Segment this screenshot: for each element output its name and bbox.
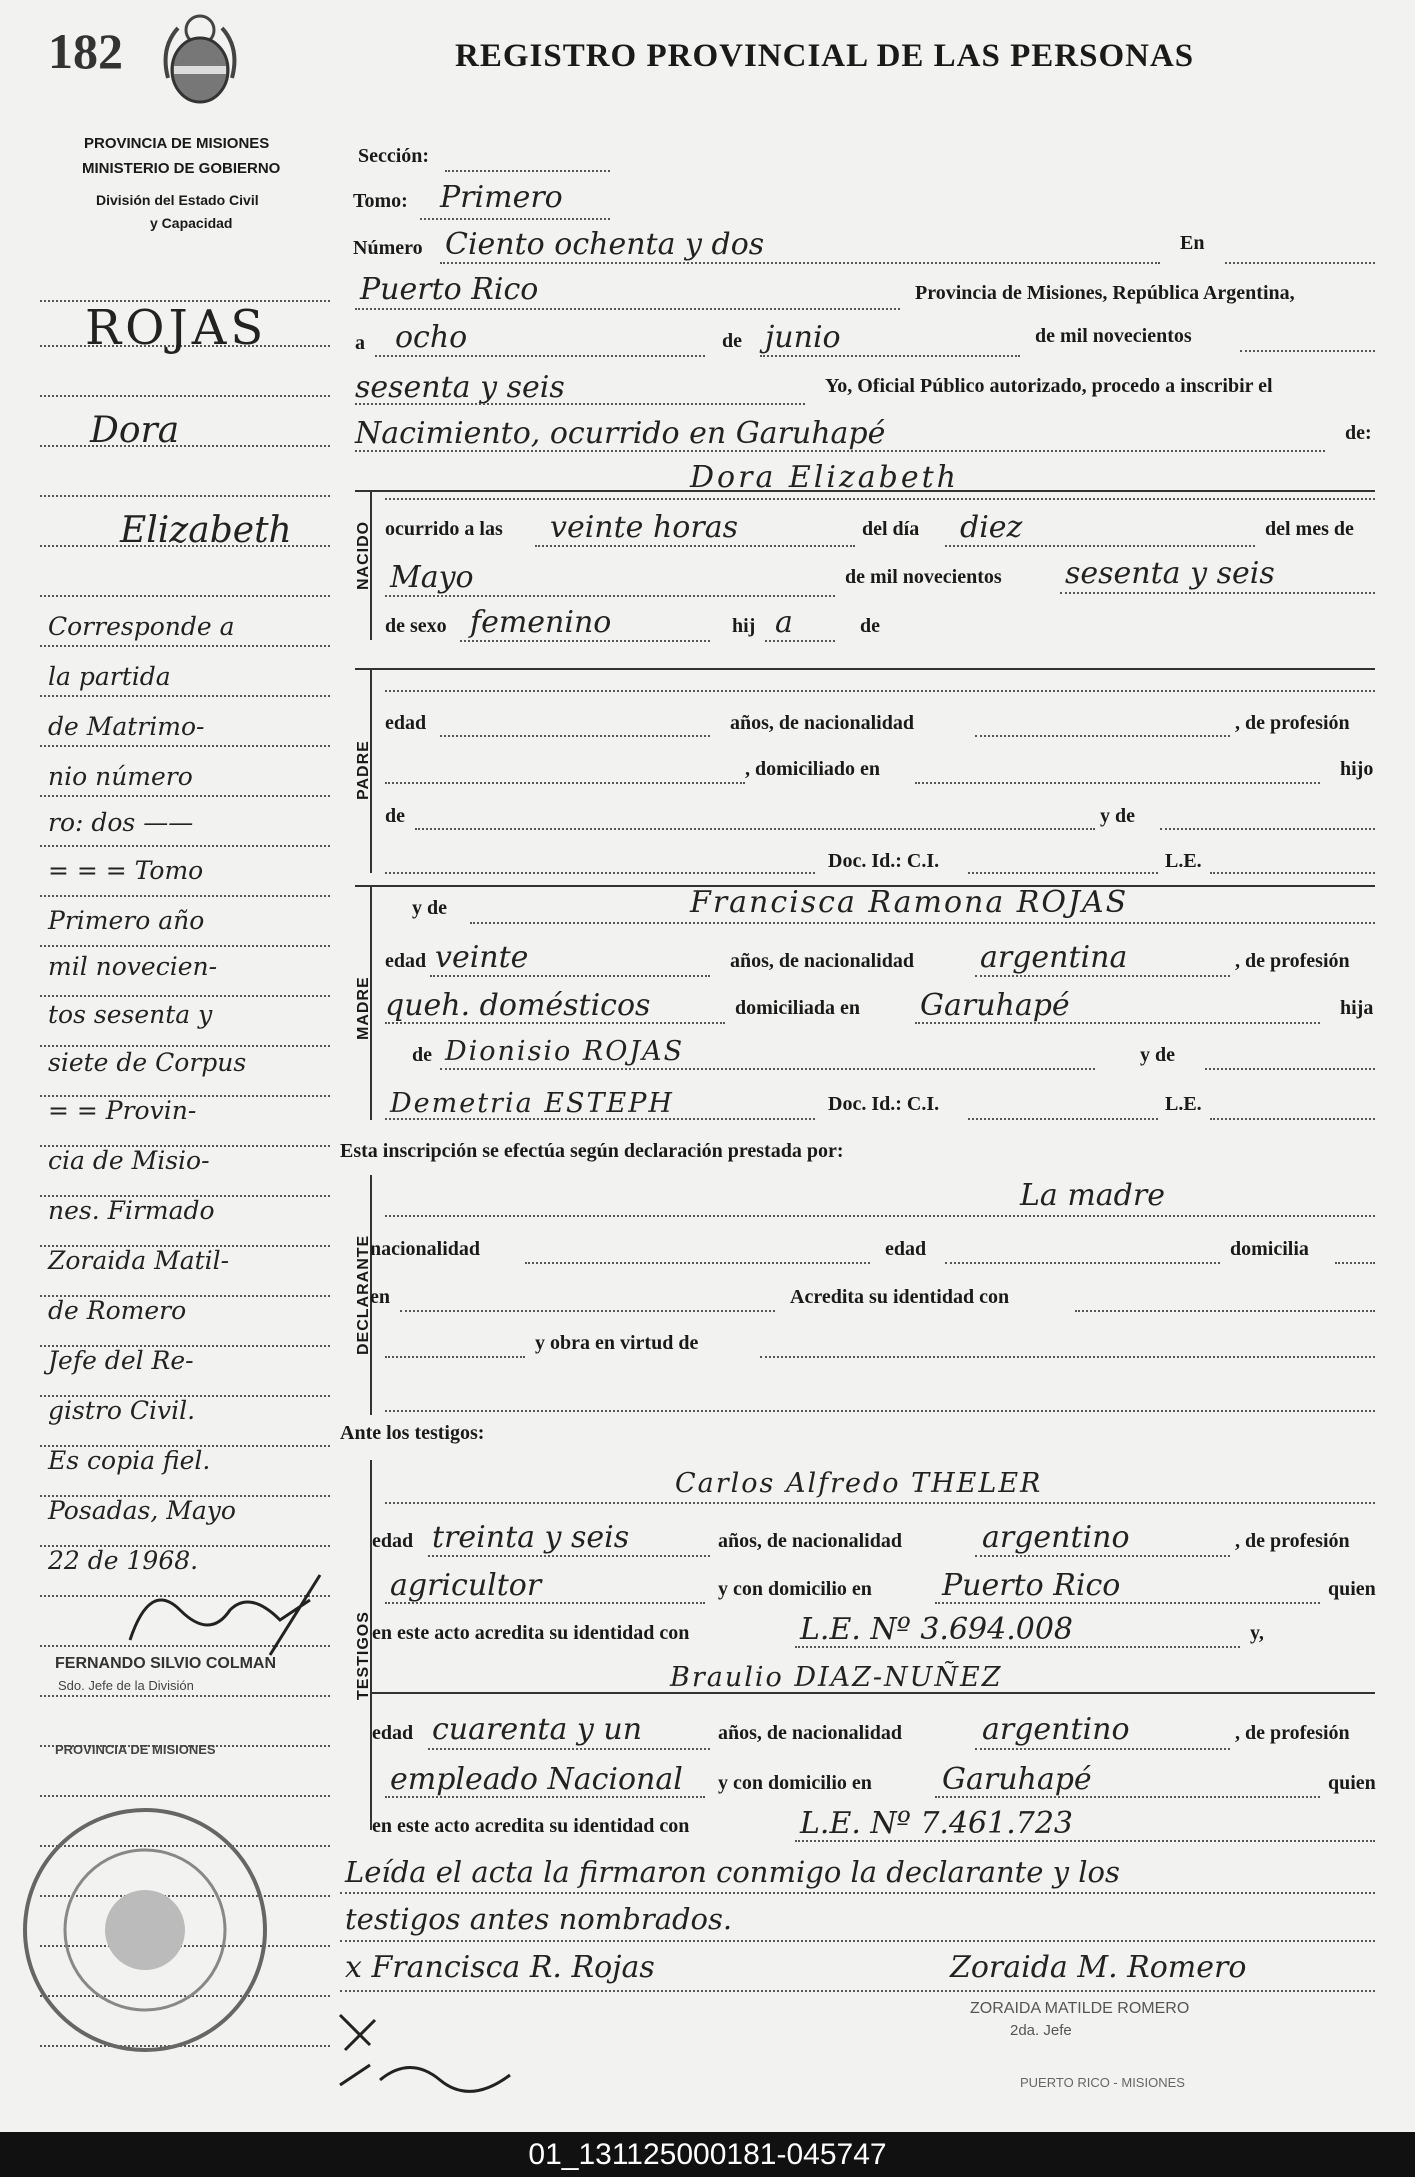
dia-label: del día [862, 518, 920, 540]
margin-name-2: Elizabeth [120, 510, 292, 551]
margin-note-line: nes. Firmado [48, 1196, 215, 1225]
testigo-1-y-label: y, [1250, 1622, 1264, 1644]
nacido-dia-value: diez [960, 510, 1023, 545]
margin-note-line: Es copia fiel. [48, 1446, 211, 1475]
testigo-1-quien-label: quien [1328, 1578, 1376, 1600]
coat-of-arms-icon [160, 8, 240, 113]
madre-hija-label: hija [1340, 997, 1374, 1019]
margin-note-line: ro: dos —— [48, 808, 194, 837]
testigo-2-edad-value: cuarenta y un [432, 1712, 643, 1747]
testigo-2-profesion-value: empleado Nacional [390, 1762, 683, 1797]
madre-domicilio-value: Garuhapé [920, 988, 1070, 1023]
madre-domiciliada-label: domiciliada en [735, 997, 861, 1019]
section-testigos-label: TESTIGOS [355, 1611, 372, 1700]
testigo-1-edad-label: edad [372, 1530, 414, 1552]
anio-label: de mil novecientos [1035, 325, 1192, 347]
madre-de-label: de [412, 1044, 432, 1066]
mes-value: junio [765, 320, 841, 355]
nacido-de-label: de [860, 615, 880, 637]
testigo-2-nombre-value: Braulio DIAZ-NUÑEZ [670, 1662, 1003, 1693]
margin-note-line: gistro Civil. [48, 1396, 196, 1425]
witness-signatures [330, 1995, 550, 2110]
testigo-1-profesion-value: agricultor [390, 1568, 542, 1603]
margin-stamp-name: FERNANDO SILVIO COLMAN [55, 1655, 277, 1672]
madre-nombre-value: Francisca Ramona ROJAS [690, 885, 1129, 920]
madre-padre-value: Dionisio ROJAS [445, 1036, 685, 1067]
mes-label: del mes de [1265, 518, 1354, 540]
testigo-1-nacionalidad-value: argentino [982, 1520, 1130, 1555]
madre-profesion-value: queh. domésticos [385, 988, 651, 1023]
signature-madre: x Francisca R. Rojas [345, 1950, 655, 1985]
tomo-label: Tomo: [353, 190, 408, 212]
dia-value: ocho [395, 320, 468, 355]
org-line-4: y Capacidad [150, 215, 233, 231]
oficial-stamp-3: PUERTO RICO - MISIONES [1020, 2075, 1185, 2090]
testigo-1-domicilio-value: Puerto Rico [942, 1568, 1121, 1603]
margin-signature [120, 1570, 340, 1665]
testigo-1-acredita-label: en este acto acredita su identidad con [372, 1622, 690, 1644]
margin-note-line: = = Provin- [48, 1096, 197, 1125]
madre-edad-label: edad [385, 950, 427, 972]
margin-note-line: = = = Tomo [48, 856, 204, 885]
org-line-3: División del Estado Civil [96, 192, 259, 208]
lugar-value: Puerto Rico [360, 272, 539, 307]
seccion-label: Sección: [358, 145, 430, 167]
testigo-1-edad-value: treinta y seis [432, 1520, 630, 1555]
testigo-1-doc-value: L.E. Nº 3.694.008 [800, 1612, 1074, 1647]
madre-yde2-label: y de [1140, 1044, 1175, 1066]
round-seal-icon [15, 1800, 275, 2065]
hij-label: hij [732, 615, 756, 637]
margin-note-line: siete de Corpus [48, 1048, 247, 1077]
section-padre-label: PADRE [355, 740, 372, 800]
page-number: 182 [48, 23, 123, 79]
declarante-intro: Esta inscripción se efectúa según declaración prestada por: [340, 1140, 844, 1162]
madre-le-label: L.E. [1165, 1093, 1202, 1115]
closing-line-2: testigos antes nombrados. [345, 1902, 733, 1936]
hij-value: a [775, 605, 793, 640]
testigo-1-nombre-value: Carlos Alfredo THELER [675, 1468, 1043, 1499]
margin-note-line: de Matrimo- [48, 712, 205, 741]
provincia-text: Provincia de Misiones, República Argentina, [915, 282, 1295, 304]
madre-edad-value: veinte [435, 940, 529, 975]
hora-value: veinte horas [550, 510, 738, 545]
document-title: REGISTRO PROVINCIAL DE LAS PERSONAS [455, 38, 1195, 74]
de-label: de [722, 330, 742, 352]
padre-doc-label: Doc. Id.: C.I. [828, 850, 940, 872]
margin-stamp-sub: Sdo. Jefe de la División [58, 1678, 194, 1693]
padre-yde-label: y de [1100, 805, 1135, 827]
margin-note-line: Primero año [48, 906, 205, 935]
sexo-label: de sexo [385, 615, 447, 637]
padre-anios-label: años, de nacionalidad [730, 712, 914, 734]
testigo-2-domicilio-value: Garuhapé [942, 1762, 1092, 1797]
org-line-2: MINISTERIO DE GOBIERNO [82, 160, 281, 177]
madre-anios-label: años, de nacionalidad [730, 950, 914, 972]
padre-domiciliado-label: , domiciliado en [745, 758, 881, 780]
declarante-nombre-value: La madre [1020, 1178, 1165, 1213]
margin-note-line: cia de Misio- [48, 1146, 210, 1175]
madre-profesion-label: , de profesión [1235, 950, 1350, 972]
hora-label: ocurrido a las [385, 518, 503, 540]
section-nacido-label: NACIDO [355, 520, 372, 590]
margin-note-line: 22 de 1968. [48, 1546, 199, 1575]
margin-note-line: tos sesenta y [48, 1000, 213, 1029]
padre-le-label: L.E. [1165, 850, 1202, 872]
madre-madre-value: Demetria ESTEPH [390, 1088, 674, 1119]
sexo-value: femenino [470, 605, 612, 640]
testigos-intro: Ante los testigos: [340, 1422, 485, 1444]
margin-surname: ROJAS [85, 300, 268, 356]
testigo-2-edad-label: edad [372, 1722, 414, 1744]
testigo-1-anios-label: años, de nacionalidad [718, 1530, 902, 1552]
section-madre-label: MADRE [355, 976, 372, 1040]
testigo-1-profesion-label: , de profesión [1235, 1530, 1350, 1552]
testigo-2-acredita-label: en este acto acredita su identidad con [372, 1815, 690, 1837]
nacido-anio-value: sesenta y seis [1065, 556, 1275, 591]
testigo-2-profesion-label: , de profesión [1235, 1722, 1350, 1744]
en-label: En [1180, 232, 1205, 254]
numero-value: Ciento ochenta y dos [445, 227, 765, 262]
numero-label: Número [353, 237, 423, 259]
footer-file-id: 01_131125000181-045747 [0, 2132, 1415, 2177]
org-line-1: PROVINCIA DE MISIONES [84, 135, 270, 152]
nacido-anio-label: de mil novecientos [845, 566, 1002, 588]
madre-doc-label: Doc. Id.: C.I. [828, 1093, 940, 1115]
oficial-stamp: ZORAIDA MATILDE ROMERO [970, 2000, 1190, 2017]
closing-line-1: Leída el acta la firmaron conmigo la declarante y los [345, 1855, 1120, 1889]
testigo-2-nacionalidad-value: argentino [982, 1712, 1130, 1747]
margin-note-line: la partida [48, 662, 171, 691]
margin-stamp-province: PROVINCIA DE MISIONES [55, 1742, 216, 1757]
margin-note-line: Zoraida Matil- [48, 1246, 230, 1275]
oficial-stamp-2: 2da. Jefe [1010, 2022, 1072, 2039]
anio-value: sesenta y seis [355, 370, 565, 405]
oficial-text: Yo, Oficial Público autorizado, procedo a inscribir el [825, 375, 1273, 397]
testigo-2-anios-label: años, de nacionalidad [718, 1722, 902, 1744]
declarante-domicilia-label: domicilia [1230, 1238, 1309, 1260]
a-label: a [355, 332, 365, 354]
margin-note-line: mil novecien- [48, 952, 218, 981]
margin-note-line: Jefe del Re- [48, 1346, 194, 1375]
margin-note-line: Corresponde a [48, 612, 235, 641]
padre-edad-label: edad [385, 712, 427, 734]
declarante-en-label: en [370, 1286, 390, 1308]
testigo-2-doc-value: L.E. Nº 7.461.723 [800, 1806, 1074, 1841]
padre-hijo-label: hijo [1340, 758, 1374, 780]
declarante-acredita-label: Acredita su identidad con [790, 1286, 1010, 1308]
testigo-2-quien-label: quien [1328, 1772, 1376, 1794]
madre-yde-label: y de [412, 897, 447, 919]
padre-de-label: de [385, 805, 405, 827]
testigo-1-domicilio-label: y con domicilio en [718, 1578, 872, 1600]
margin-name-1: Dora [90, 410, 180, 451]
declarante-edad-label: edad [885, 1238, 927, 1260]
margin-note-line: nio número [48, 762, 193, 791]
testigo-2-domicilio-label: y con domicilio en [718, 1772, 872, 1794]
de-colon-label: de: [1345, 422, 1372, 444]
madre-nacionalidad-value: argentina [980, 940, 1128, 975]
declarante-nacionalidad-label: nacionalidad [370, 1238, 481, 1260]
acto-value: Nacimiento, ocurrido en Garuhapé [355, 416, 886, 451]
margin-note-line: Posadas, Mayo [48, 1496, 236, 1525]
section-declarante-label: DECLARANTE [355, 1234, 372, 1355]
tomo-value: Primero [440, 180, 563, 215]
padre-profesion-label: , de profesión [1235, 712, 1350, 734]
nacido-mes-value: Mayo [390, 560, 474, 595]
inscripto-name-value: Dora Elizabeth [690, 460, 959, 495]
signature-oficial: Zoraida M. Romero [950, 1950, 1247, 1985]
margin-note-line: de Romero [48, 1296, 187, 1325]
declarante-obra-label: y obra en virtud de [535, 1332, 699, 1354]
